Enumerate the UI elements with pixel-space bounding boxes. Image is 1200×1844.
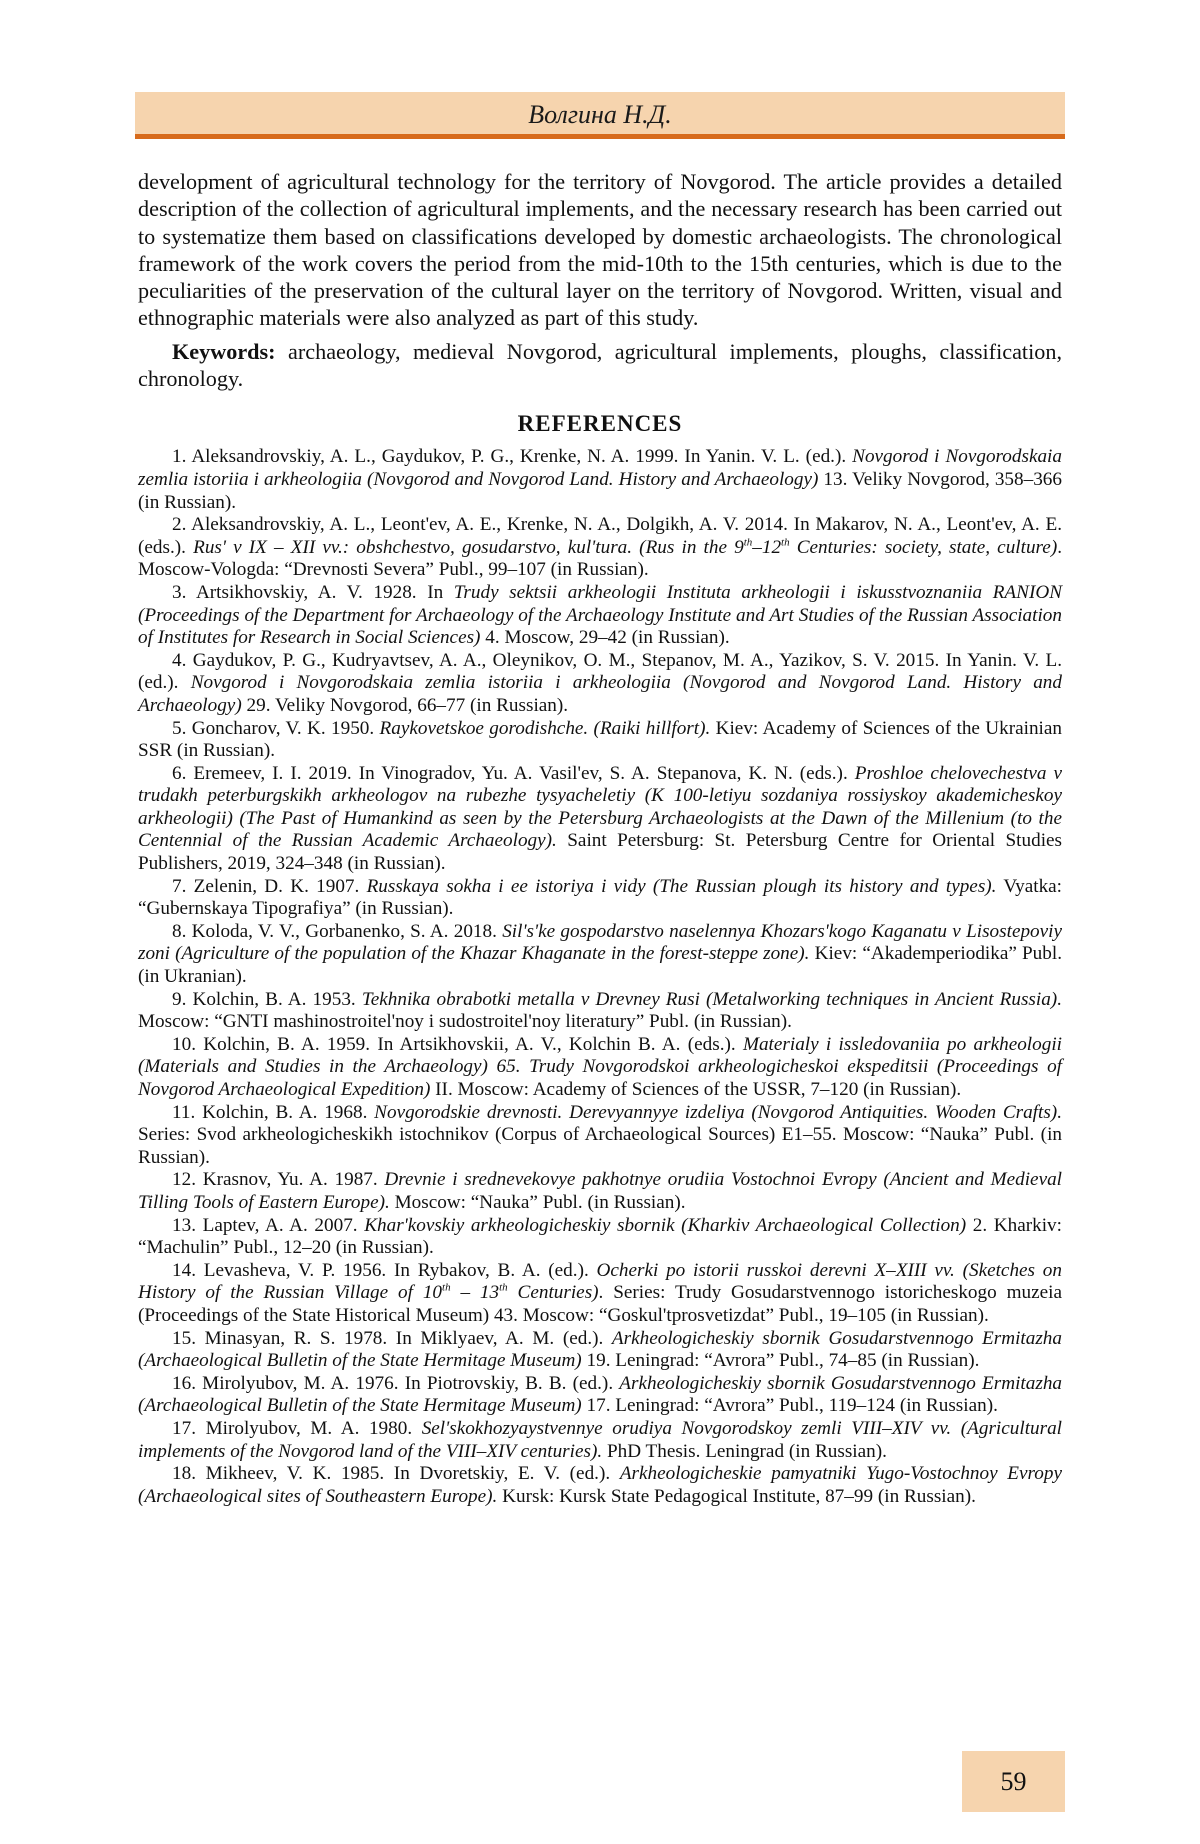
- reference-item-13: 13. Laptev, A. A. 2007. Khar'kovskiy arkheologicheskiy sbornik (Kharkiv Archaeological Collection) 2. Kharkiv: “Machulin” Publ., 12–20 (in Russian).: [138, 1215, 1062, 1260]
- keywords-label: Keywords:: [172, 339, 276, 364]
- reference-item-14: 14. Levasheva, V. P. 1956. In Rybakov, B. A. (ed.). Ocherki po istorii russkoi derevni X–XIII vv. (Sketches on History of the Russian Village of 10th – 13th Centuries). Series: Trudy Gosudarstvennogo istoricheskogo muzeia (Proceedings of the State Historical Museum) 43. Moscow: “Goskul'tprosvetizdat” Publ., 19–105 (in Russian).: [138, 1260, 1062, 1328]
- reference-item-17: 17. Mirolyubov, M. A. 1980. Sel'skokhozyaystvennye orudiya Novgorodskoy zemli VIII–XIV vv. (Agricultural implements of the Novgorod land of the VIII–XIV centuries). PhD Thesis. Leningrad (in Russian).: [138, 1418, 1062, 1463]
- running-header: [135, 92, 1065, 139]
- page-number: 59: [962, 1751, 1065, 1812]
- reference-item-9: 9. Kolchin, B. A. 1953. Tekhnika obrabotki metalla v Drevney Rusi (Metalworking techniques in Ancient Russia). Moscow: “GNTI mashinostroitel'noy i sudostroitel'noy literatury” Publ. (in Russian).: [138, 989, 1062, 1034]
- reference-item-10: 10. Kolchin, B. A. 1959. In Artsikhovskii, A. V., Kolchin B. A. (eds.). Materialy i issledovaniia po arkheologii (Materials and Studies in the Archaeology) 65. Trudy Novgorodskoi arkheologicheskoi ekspeditsii (Proceedings of Novgorod Archaeological Expedition) II. Moscow: Academy of Sciences of the USSR, 7–120 (in Russian).: [138, 1034, 1062, 1102]
- reference-item-4: 4. Gaydukov, P. G., Kudryavtsev, A. A., Oleynikov, O. M., Stepanov, M. A., Yazikov, S. V. 2015. In Yanin. V. L. (ed.). Novgorod i Novgorodskaia zemlia istoriia i arkheologiia (Novgorod and Novgorod Land. History and Archaeology) 29. Veliky Novgorod, 66–77 (in Russian).: [138, 650, 1062, 718]
- references-heading: REFERENCES: [138, 410, 1062, 438]
- reference-item-2: 2. Aleksandrovskiy, A. L., Leont'ev, A. E., Krenke, N. A., Dolgikh, A. V. 2014. In Makarov, N. A., Leont'ev, A. E. (eds.). Rus' v IX – XII vv.: obshchestvo, gosudarstvo, kul'tura. (Rus in the 9th–12th Centuries: society, state, culture). Moscow-Vologda: “Drevnosti Severa” Publ., 99–107 (in Russian).: [138, 514, 1062, 582]
- reference-list: [138, 446, 1062, 1508]
- reference-item-8: 8. Koloda, V. V., Gorbanenko, S. A. 2018. Sil's'ke gospodarstvo naselennya Khozars'kogo Kaganatu v Lisostepoviy zoni (Agriculture of the population of the Khazar Khaganate in the forest-steppe zone). Kiev: “Akademperiodika” Publ. (in Ukranian).: [138, 921, 1062, 989]
- reference-item-6: 6. Eremeev, I. I. 2019. In Vinogradov, Yu. A. Vasil'ev, S. A. Stepanova, K. N. (eds.). Proshloe chelovechestva v trudakh peterburgskikh arkheologov na rubezhe tysyacheletiy (K 100-letiyu sozdaniya rossiyskoy akademicheskoy arkheologii) (The Past of Humankind as seen by the Petersburg Archaeologists at the Dawn of the Millenium (to the Centennial of the Russian Academic Archaeology). Saint Petersburg: St. Petersburg Centre for Oriental Studies Publishers, 2019, 324–348 (in Russian).: [138, 763, 1062, 876]
- abstract-paragraph: development of agricultural technology for the territory of Novgorod. The article provides a detailed description of the collection of agricultural implements, and the necessary research has been carried out to systematize them based on classifications developed by domestic archaeologists. The chronological framework of the work covers the period from the mid-10th to the 15th centuries, which is due to the peculiarities of the preservation of the cultural layer on the territory of Novgorod. Written, visual and ethnographic materials were also analyzed as part of this study.: [138, 168, 1062, 332]
- reference-item-11: 11. Kolchin, B. A. 1968. Novgorodskie drevnosti. Derevyannyye izdeliya (Novgorod Antiquities. Wooden Crafts). Series: Svod arkheologicheskikh istochnikov (Corpus of Archaeological Sources) E1–55. Moscow: “Nauka” Publ. (in Russian).: [138, 1102, 1062, 1170]
- keywords-text: archaeology, medieval Novgorod, agricultural implements, ploughs, classification, chronology.: [138, 339, 1062, 391]
- keywords-paragraph: [138, 338, 1062, 393]
- reference-item-5: 5. Goncharov, V. K. 1950. Raykovetskoe gorodishche. (Raiki hillfort). Kiev: Academy of Sciences of the Ukrainian SSR (in Russian).: [138, 718, 1062, 763]
- reference-item-16: 16. Mirolyubov, M. A. 1976. In Piotrovskiy, B. B. (ed.). Arkheologicheskiy sbornik Gosudarstvennogo Ermitazha (Archaeological Bulletin of the State Hermitage Museum) 17. Leningrad: “Avrora” Publ., 119–124 (in Russian).: [138, 1373, 1062, 1418]
- reference-item-15: 15. Minasyan, R. S. 1978. In Miklyaev, A. M. (ed.). Arkheologicheskiy sbornik Gosudarstvennogo Ermitazha (Archaeological Bulletin of the State Hermitage Museum) 19. Leningrad: “Avrora” Publ., 74–85 (in Russian).: [138, 1328, 1062, 1373]
- reference-item-3: 3. Artsikhovskiy, A. V. 1928. In Trudy sektsii arkheologii Instituta arkheologii i iskusstvoznaniia RANION (Proceedings of the Department for Archaeology of the Archaeology Institute and Art Studies of the Russian Association of Institutes for Research in Social Sciences) 4. Moscow, 29–42 (in Russian).: [138, 582, 1062, 650]
- reference-item-18: 18. Mikheev, V. K. 1985. In Dvoretskiy, E. V. (ed.). Arkheologicheskie pamyatniki Yugo-Vostochnoy Evropy (Archaeological sites of Southeastern Europe). Kursk: Kursk State Pedagogical Institute, 87–99 (in Russian).: [138, 1463, 1062, 1508]
- article-body: [138, 168, 1062, 1508]
- reference-item-7: 7. Zelenin, D. K. 1907. Russkaya sokha i ee istoriya i vidy (The Russian plough its history and types). Vyatka: “Gubernskaya Tipografiya” (in Russian).: [138, 876, 1062, 921]
- reference-item-1: 1. Aleksandrovskiy, A. L., Gaydukov, P. G., Krenke, N. A. 1999. In Yanin. V. L. (ed.). Novgorod i Novgorodskaia zemlia istoriia i arkheologiia (Novgorod and Novgorod Land. History and Archaeology) 13. Veliky Novgorod, 358–366 (in Russian).: [138, 446, 1062, 514]
- reference-item-12: 12. Krasnov, Yu. A. 1987. Drevnie i srednevekovye pakhotnye orudiia Vostochnoi Evropy (Ancient and Medieval Tilling Tools of Eastern Europe). Moscow: “Nauka” Publ. (in Russian).: [138, 1169, 1062, 1214]
- header-title: Волгина Н.Д.: [135, 102, 1065, 128]
